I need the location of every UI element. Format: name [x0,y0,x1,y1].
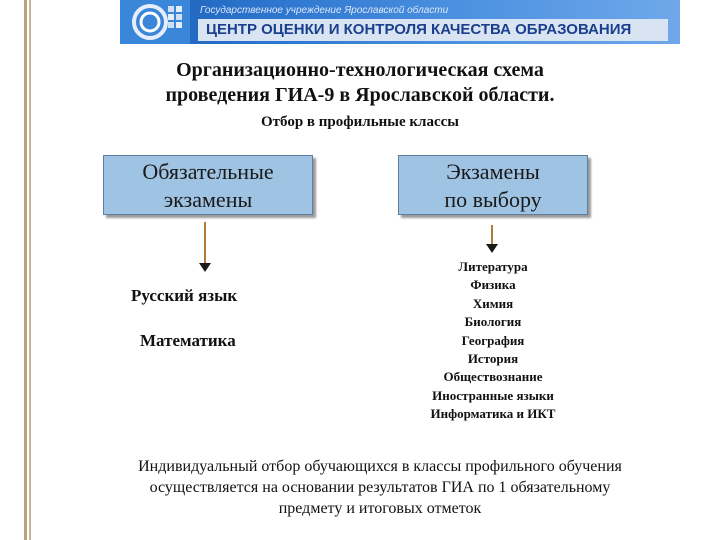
footer-line-2: осуществляется на основании результатов ГИА по 1 обязательному [149,479,611,496]
header-banner [120,0,680,44]
elective-subject: Биология [464,314,522,330]
elective-subject: Химия [472,295,514,311]
title-line-1: Организационно-технологическая схема [176,59,544,81]
center-name: ЦЕНТР ОЦЕНКИ И КОНТРОЛЯ КАЧЕСТВА ОБРАЗОВАНИЯ [198,19,668,41]
elective-exams-box [398,155,588,215]
elective-subject: Физика [470,277,516,293]
elective-subject: История [467,351,519,367]
arrow-down-icon [485,225,499,253]
mandatory-subject: Математика [140,331,236,350]
elective-subject: Литература [458,259,528,274]
footer-line-1: Индивидуальный отбор обучающихся в классы профильного обучения [138,458,622,475]
mandatory-subject: Русский язык [131,286,238,305]
organization-line: Государственное учреждение Ярославской области [200,5,449,16]
footer-line-3: предмету и итоговых отметок [278,500,482,517]
footer-note [60,456,700,519]
arrow-down-icon [198,222,212,272]
elective-box-line-1: Экзамены [446,159,540,184]
title-line-2: проведения ГИА-9 в Ярославской области. [165,84,555,106]
slide-subtitle: Отбор в профильные классы [261,114,459,130]
mandatory-box-line-1: Обязательные [142,159,274,184]
mandatory-box-line-2: экзамены [163,187,253,212]
mandatory-exams-box [103,155,313,215]
elective-subject: Иностранные языки [432,387,554,403]
slide-title [100,58,620,108]
elective-subject-list [400,258,586,424]
logo-emblem-icon [120,0,190,44]
left-decorative-bar [24,0,36,540]
elective-subject: География [461,332,525,348]
elective-box-line-2: по выбору [444,187,542,212]
elective-subject: Обществознание [443,369,543,385]
elective-subject: Информатика и ИКТ [430,406,556,422]
